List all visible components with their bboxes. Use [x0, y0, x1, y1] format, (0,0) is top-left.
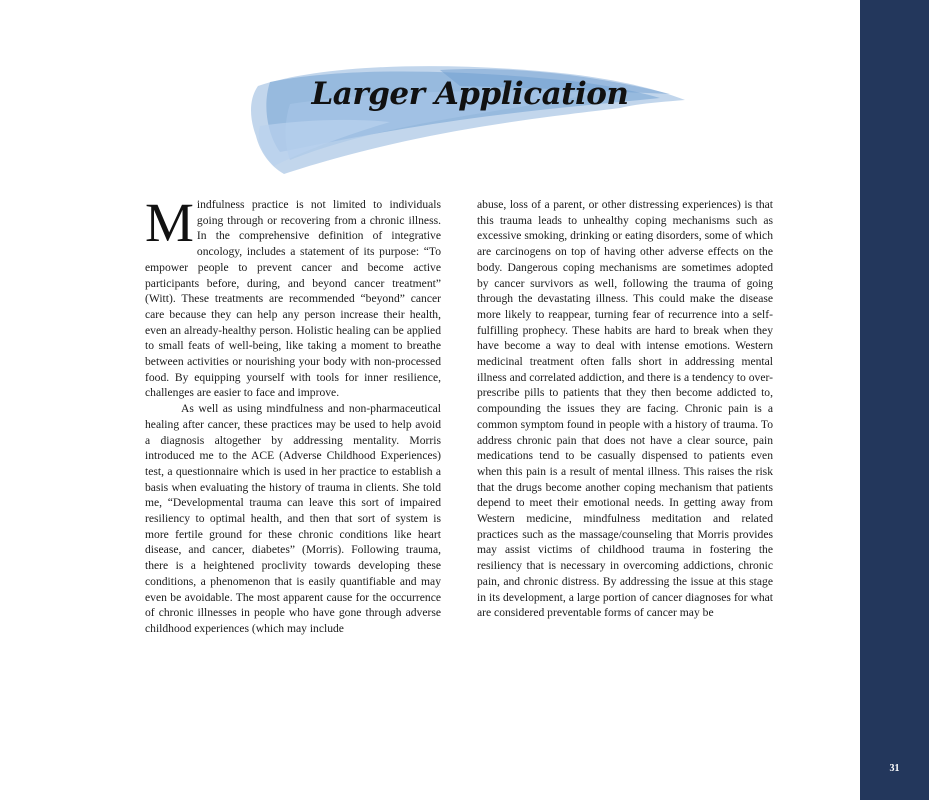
text-column-left [145, 192, 441, 637]
page-title: Larger Application [311, 76, 629, 112]
paragraph-text: indfulness practice is not limited to individuals going through or recovering from a chronic illness. In the comprehensive definition of integrative oncology, includes a statement of its purpose: “To empower people to prevent cancer and become active participants before, during, and beyond cancer treatment” (Witt). These treatments are recommended “beyond” cancer care because they can help any person increase their health, even an already-healthy person. Holistic healing can be applied to small feats of well-being, like taking a moment to breathe between activities or nourishing your body with non-processed food. By equipping yourself with tools for inner resilience, challenges are easier to face and improve. [145, 198, 441, 400]
page-number: 31 [889, 763, 900, 774]
paragraph [145, 192, 441, 401]
text-column-right [477, 197, 773, 621]
page-edge-sidebar [860, 0, 929, 800]
paragraph: As well as using mindfulness and non-pharmaceutical healing after cancer, these practices may be used to help avoid a diagnosis altogether by addressing mentality. Morris introduced me to the ACE (Adverse Childhood Experiences) test, a questionnaire which is used in her practice to establish a basis when evaluating the history of trauma in clients. She told me, “Developmental trauma can leave this sort of impaired resiliency to optimal health, and then that sort of system is more fertile ground for these chronic conditions like heart disease, and cancer, diabetes” (Morris). Following trauma, there is a heightened proclivity towards developing these conditions, a phenomenon that is easily quantifiable and may even be avoidable. The most apparent cause for the occurrence of chronic illnesses in people who have gone through adverse childhood experiences (which may include [145, 402, 441, 635]
paragraph: abuse, loss of a parent, or other distressing experiences) is that this trauma leads to unhealthy coping mechanisms such as excessive smoking, drinking or eating disorders, some of which are carcinogens on top of having other adverse effects on the body. Dangerous coping mechanisms are sometimes adopted by cancer survivors as well, following the trauma of going through the devastating illness. This could make the disease more likely to reappear, turning fear of recurrence into a self-fulfilling prophecy. These habits are hard to break when they have become a way to deal with intense emotions. Western medicinal treatment often falls short in addressing mental illness and correlated addiction, and there is a tendency to over-prescribe pills to patients that they then become addicted to, compounding the issues they are facing. Chronic pain is a common symptom found in people with a history of trauma. To address chronic pain that does not have a clear source, pain medications tend to be casually dispensed to patients even when this pain is a result of mental illness. This raises the risk that the drugs become another coping mechanism that patients depend to meet their emotional needs. In getting away from Western medicine, mindfulness meditation and related practices such as the massage/counseling that Morris provides may assist victims of childhood trauma in fostering the resiliency that is necessary in overcoming addictions, chronic pain, and chronic distress. By addressing the issue at this stage in its development, a large portion of cancer diagnoses for what are considered preventable forms of cancer may be [477, 198, 773, 620]
drop-cap: M [145, 192, 194, 253]
